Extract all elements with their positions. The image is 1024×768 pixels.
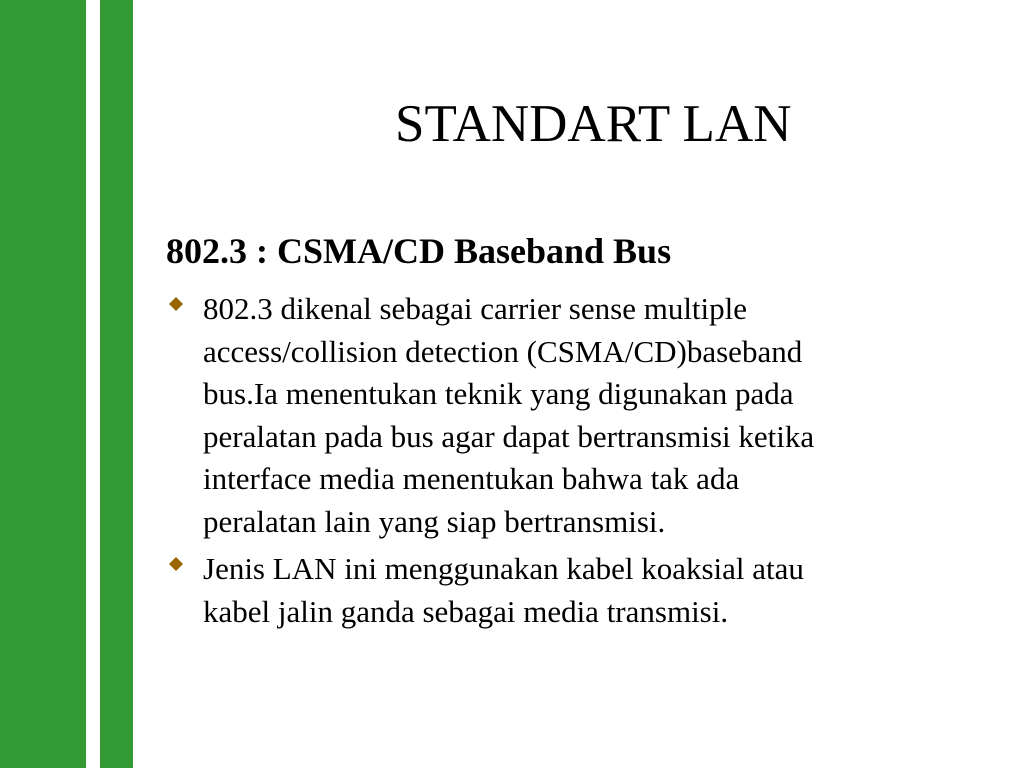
left-green-stripe-narrow [100, 0, 133, 768]
bullet-line: interface media menentukan bahwa tak ada [203, 461, 740, 496]
bullet-line: peralatan lain yang siap bertransmisi. [203, 503, 666, 539]
bullet-list [166, 288, 996, 638]
slide-title: STANDART LAN [395, 95, 792, 153]
slide-subheading: 802.3 : CSMA/CD Baseband Bus [166, 231, 672, 271]
bullet-line: access/collision detection (CSMA/CD)baseband [203, 333, 803, 369]
bullet-item [166, 288, 996, 543]
bullet-line: 802.3 dikenal sebagai carrier sense multiple [203, 291, 748, 326]
bullet-item [166, 548, 996, 633]
diamond-bullet-icon [169, 557, 183, 571]
bullet-line: bus.Ia menentukan teknik yang digunakan pada [203, 376, 794, 411]
bullet-line: kabel jalin ganda sebagai media transmisi. [203, 593, 729, 629]
left-green-stripe-wide [0, 0, 86, 768]
diamond-bullet-icon [169, 297, 183, 311]
bullet-line: peralatan pada bus agar dapat bertransmisi ketika [203, 418, 815, 454]
bullet-line: Jenis LAN ini menggunakan kabel koaksial atau [203, 551, 804, 586]
